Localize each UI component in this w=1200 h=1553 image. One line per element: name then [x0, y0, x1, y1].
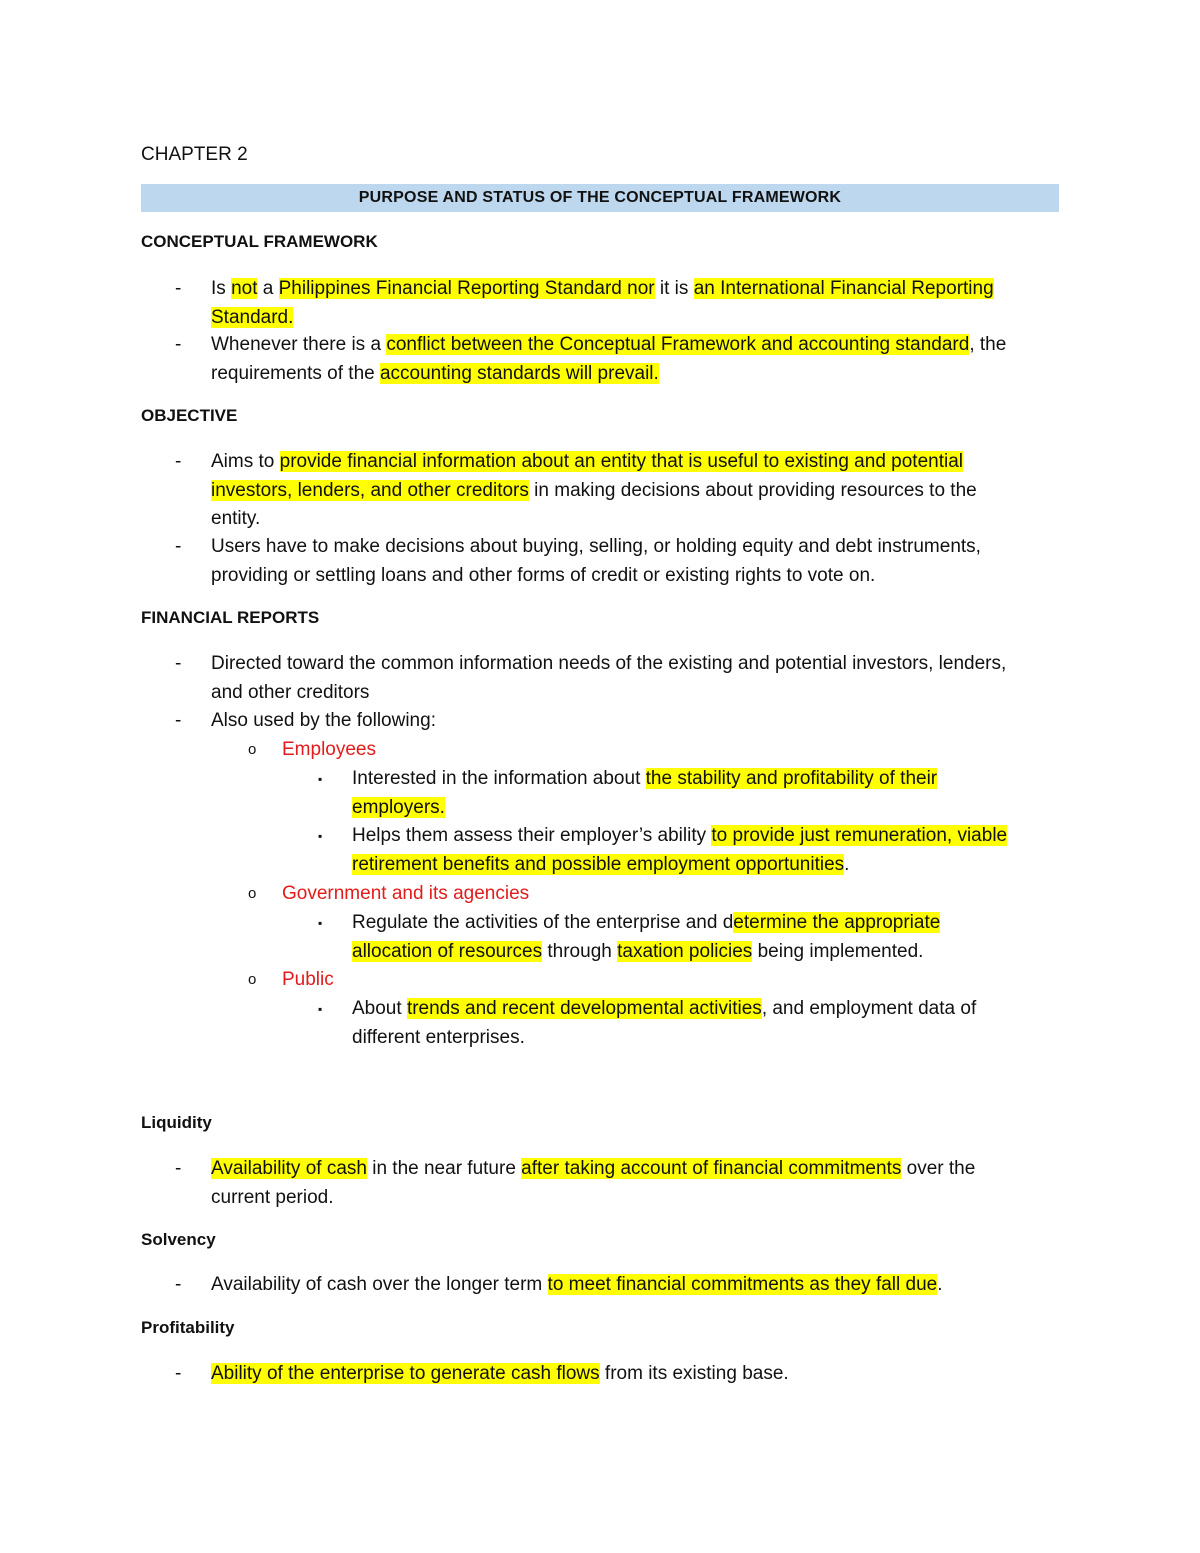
dash-bullet: - — [175, 451, 182, 472]
highlight: after taking account of financial commitments — [521, 1158, 902, 1179]
objective-bullet-1: Aims to provide financial information about an entity that is useful to existing and potential investors, lenders, and other creditors in making decisions about providing resources to the entity. — [211, 451, 977, 529]
dash-bullet: - — [175, 334, 182, 355]
highlight: to provide just remuneration, viable — [711, 825, 1008, 846]
public-label: Public — [282, 969, 334, 990]
highlight: accounting standards will prevail. — [379, 362, 659, 384]
heading-objective: OBJECTIVE — [141, 406, 238, 425]
dash-bullet: - — [175, 710, 182, 731]
dash-bullet: - — [175, 278, 182, 299]
square-bullet: ▪ — [318, 829, 323, 843]
government-sub-1: Regulate the activities of the enterprise and determine the appropriate allocation of resources through taxation policies being implemented. — [352, 912, 941, 962]
heading-profitability: Profitability — [141, 1318, 235, 1337]
highlight: provide financial information about an entity that is useful to existing and potential — [279, 451, 963, 472]
heading-liquidity: Liquidity — [141, 1113, 212, 1132]
highlight: the stability and profitability of their — [645, 768, 938, 789]
highlight: to meet financial commitments as they fall due — [547, 1274, 938, 1295]
solvency-bullet-1: Availability of cash over the longer term to meet financial commitments as they fall due. — [211, 1274, 943, 1295]
highlight: Ability of the enterprise to generate cash flows — [211, 1363, 600, 1384]
circle-bullet: o — [248, 971, 257, 988]
square-bullet: ▪ — [318, 1002, 323, 1016]
highlight: allocation of resources — [352, 940, 543, 962]
government-label: Government and its agencies — [282, 883, 530, 904]
fr-bullet-2: Also used by the following: — [211, 710, 436, 731]
heading-financial-reports: FINANCIAL REPORTS — [141, 608, 320, 627]
dash-bullet: - — [175, 653, 182, 674]
highlight: Standard. — [211, 306, 294, 328]
public-sub-1: About trends and recent developmental activities, and employment data of different enterprises. — [352, 998, 977, 1048]
dash-bullet: - — [175, 1274, 182, 1295]
liquidity-bullet-1: Availability of cash in the near future after taking account of financial commitments over the current period. — [211, 1158, 976, 1208]
profitability-bullet-1: Ability of the enterprise to generate cash flows from its existing base. — [211, 1363, 789, 1384]
section-title-bar: PURPOSE AND STATUS OF THE CONCEPTUAL FRAMEWORK — [141, 184, 1059, 212]
highlight: investors, lenders, and other creditors — [211, 479, 529, 501]
employees-sub-2: Helps them assess their employer’s ability to provide just remuneration, viable retirement benefits and possible employment opportunities. — [352, 825, 1008, 875]
employees-sub-1: Interested in the information about the stability and profitability of their employers. — [352, 768, 938, 818]
highlight: Availability of cash — [211, 1158, 367, 1179]
dash-bullet: - — [175, 1158, 182, 1179]
highlight: an International Financial Reporting — [693, 278, 994, 299]
square-bullet: ▪ — [318, 916, 323, 930]
circle-bullet: o — [248, 741, 257, 758]
highlight: not — [231, 278, 258, 299]
square-bullet: ▪ — [318, 772, 323, 786]
highlight: taxation policies — [617, 940, 753, 962]
highlight: trends and recent developmental activities — [406, 998, 762, 1019]
fr-bullet-1: Directed toward the common information needs of the existing and potential investors, lenders, and other creditors — [211, 653, 1007, 703]
heading-solvency: Solvency — [141, 1230, 216, 1249]
cf-bullet-2: Whenever there is a conflict between the Conceptual Framework and accounting standard, the requirements of the accounting standards will prevail. — [211, 334, 1007, 384]
highlight: retirement benefits and possible employment opportunities — [352, 853, 845, 875]
highlight: employers. — [352, 796, 445, 818]
objective-bullet-2: Users have to make decisions about buying, selling, or holding equity and debt instruments, providing or settling loans and other forms of credit or existing rights to vote on. — [211, 536, 981, 586]
heading-conceptual-framework: CONCEPTUAL FRAMEWORK — [141, 232, 378, 251]
highlight: etermine the appropriate — [733, 912, 941, 933]
highlight: conflict between the Conceptual Framework and accounting standard — [386, 334, 970, 355]
dash-bullet: - — [175, 1363, 182, 1384]
dash-bullet: - — [175, 536, 182, 557]
circle-bullet: o — [248, 885, 257, 902]
employees-label: Employees — [282, 739, 376, 760]
highlight: Philippines Financial Reporting Standard nor — [278, 278, 655, 299]
chapter-label: CHAPTER 2 — [141, 144, 248, 165]
cf-bullet-1: Is not a Philippines Financial Reporting Standard nor it is an International Financial Reporting Standard. — [211, 278, 994, 328]
